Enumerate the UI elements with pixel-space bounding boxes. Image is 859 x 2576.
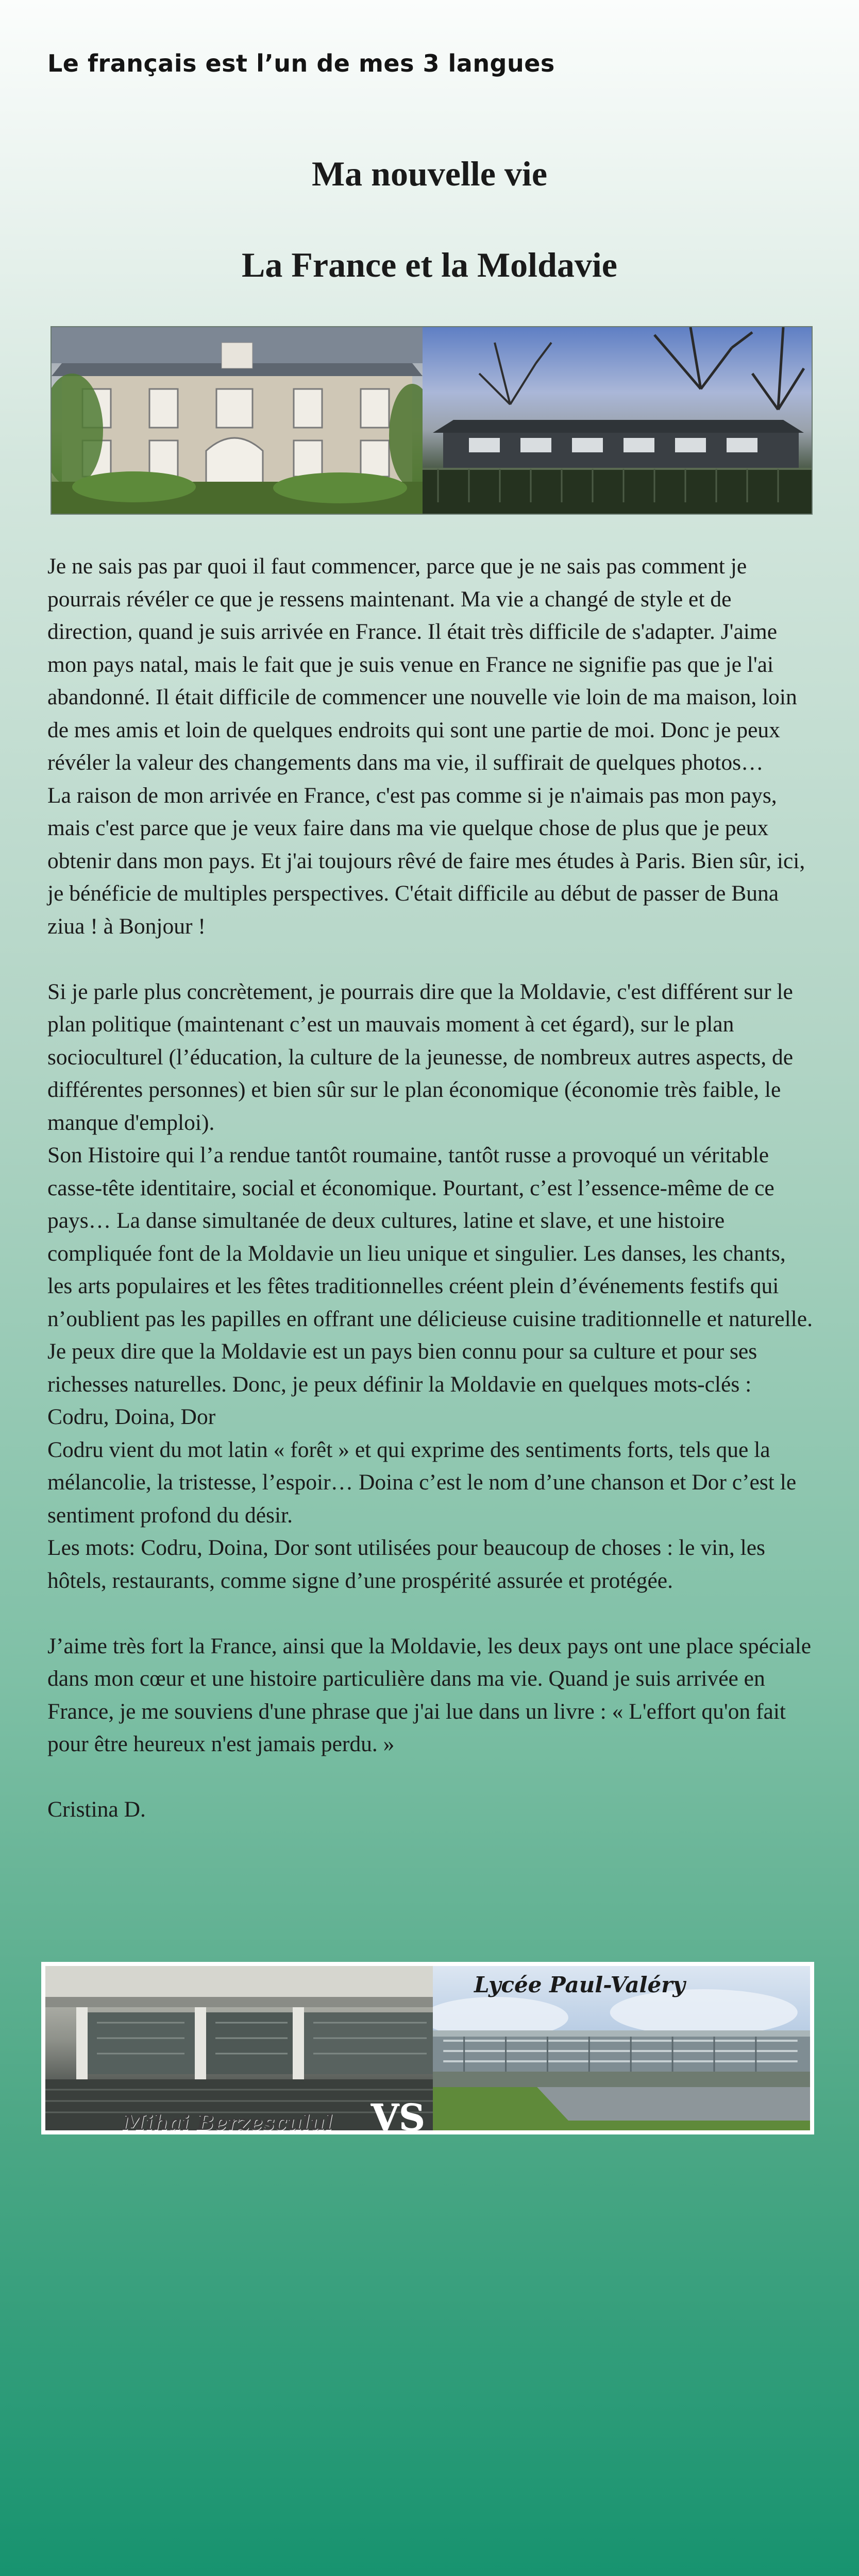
house-photo (52, 327, 423, 514)
article-paragraph: Son Histoire qui l’a rendue tantôt roumaine, tantôt russe a provoqué un véritable casse-tête identitaire, social et économique. Pourtant, c’est l’essence-même de ce pays… La danse simultanée de deux cultures, latine et slave, et une histoire compliquée font de la Moldavie un lieu unique et singulier. Les danses, les chants, les arts populaires et les fêtes traditionnelles créent plein d’événements festifs qui n’oublient pas les papilles en offrant une délicieuse cuisine traditionnelle et naturelle. (47, 1143, 813, 1331)
page-subtitle: La France et la Moldavie (242, 245, 617, 284)
moldovan-school-photo (45, 1966, 433, 2130)
header-tag: Le français est l’un de mes 3 langues (47, 49, 555, 77)
article-paragraph: Codru vient du mot latin « forêt » et qui exprime des sentiments forts, tels que la mélancolie, la tristesse, l’espoir… Doina c’est le nom d’une chanson et Dor c’est le sentiment profond du désir. (47, 1437, 797, 1528)
french-school-caption: Lycée Paul-Valéry (474, 1972, 685, 1997)
signature: Cristina D. (47, 1797, 146, 1822)
moldovan-school-caption: Mihai Berzesculul VS (123, 2096, 425, 2130)
house-illustration (52, 327, 423, 514)
article-paragraph: Les mots: Codru, Doina, Dor sont utilisées pour beaucoup de choses : le vin, les hôtels, restaurants, comme signe d’une prospérité assurée et protégée. (47, 1535, 765, 1593)
garden-photo (423, 327, 812, 514)
garden-illustration (423, 327, 812, 514)
french-school-photo (433, 1966, 810, 2130)
article-body (47, 550, 815, 1826)
article-paragraph: La raison de mon arrivée en France, c'est pas comme si je n'aimais pas mon pays, mais c'est parce que je veux faire dans ma vie quelque chose de plus que je peux obtenir dans mon pays. Et j'ai toujours rêvé de faire mes études à Paris. Bien sûr, ici, je bénéficie de multiples perspectives. C'était difficile au début de passer de Buna ziua ! à Bonjour ! (47, 783, 805, 939)
article-paragraph: J’aime très fort la France, ainsi que la Moldavie, les deux pays ont une place spéciale dans mon cœur et une histoire particulière dans ma vie. Quand je suis arrivée en France, je me souviens d'une phrase que j'ai lue dans un livre : « L'effort qu'on fait pour être heureux n'est jamais perdu. » (47, 1633, 812, 1756)
versus-label: VS (370, 2096, 425, 2130)
article-paragraph: Je ne sais pas par quoi il faut commencer, parce que je ne sais pas comment je pourrais révéler ce que je ressens maintenant. Ma vie a changé de style et de direction, quand je suis arrivée en France. Il était très difficile de s'adapter. J'aime mon pays natal, mais le fait que je suis venue en France ne signifie pas que je l'ai abandonné. Il était difficile de commencer une nouvelle vie loin de ma maison, loin de mes amis et loin de quelques endroits qui sont une partie de moi. Donc je peux révéler la valeur des changements dans ma vie, il suffirait de quelques photos… (47, 554, 797, 775)
article-paragraph: Si je parle plus concrètement, je pourrais dire que la Moldavie, c'est différent sur le plan politique (maintenant c’est un mauvais moment à cet égard), sur le plan socioculturel (l’éducation, la culture de la jeunesse, de nombreux autres aspects, de différentes personnes) et bien sûr sur le plan économique (économie très faible, le manque d'emploi). (47, 979, 794, 1135)
school-comparison-banner (41, 1962, 814, 2134)
article-paragraph: Je peux dire que la Moldavie est un pays bien connu pour sa culture et pour ses richesses naturelles. Donc, je peux définir la Moldavie en quelques mots-clés : Codru, Doina, Dor (47, 1339, 757, 1429)
page-title: Ma nouvelle vie (311, 154, 548, 193)
photo-banner (52, 327, 812, 514)
